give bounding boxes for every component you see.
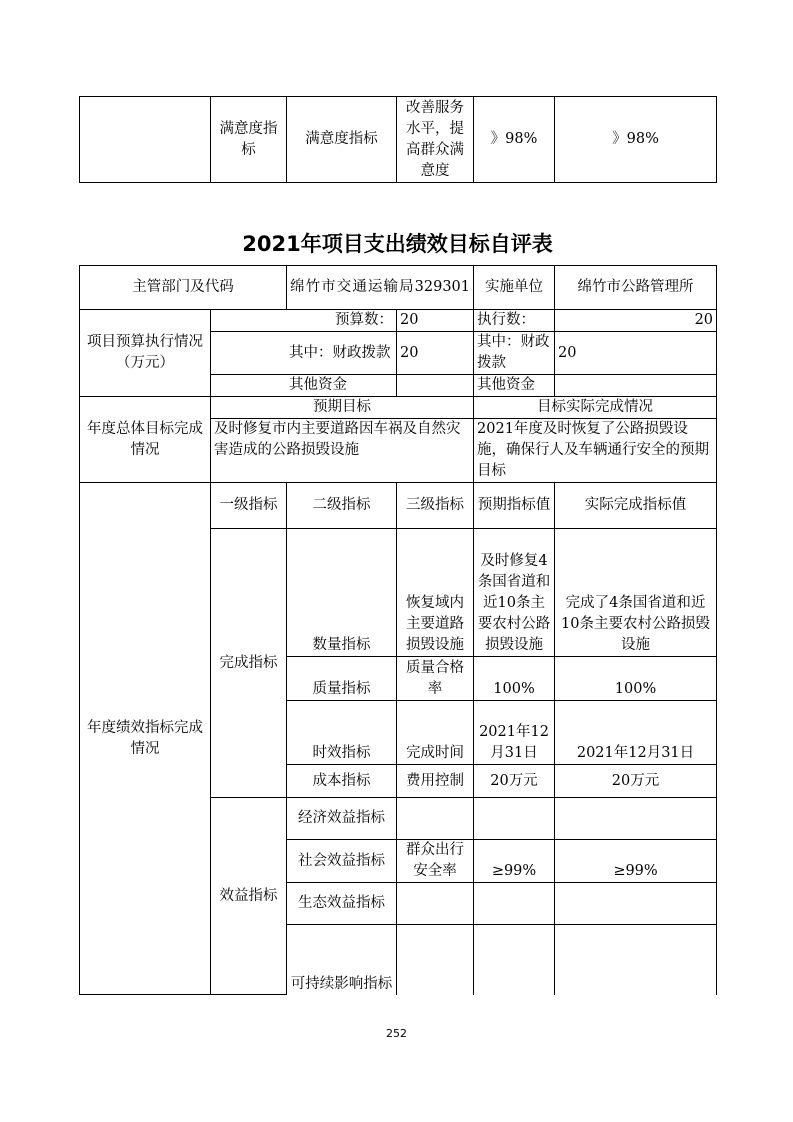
page-title: 2021年项目支出绩效目标自评表 [242, 232, 553, 256]
expected-value-cell [474, 883, 555, 925]
completion-indicator-label: 完成指标 [211, 529, 287, 798]
indicator-cell: 改善服务水平，提高群众满意度 [397, 97, 474, 183]
level3-cell: 满意度指标 [287, 97, 397, 183]
budget-row [80, 310, 717, 332]
actual-value-header: 实际完成指标值 [555, 483, 717, 529]
exec-amount-label: 执行数： [474, 310, 555, 332]
expected-value-cell [474, 798, 555, 840]
expected-value-header: 预期指标值 [474, 483, 555, 529]
actual-value-cell: ≥99% [555, 840, 717, 883]
continuation-table [79, 96, 717, 183]
expected-value-cell: 2021年12月31日 [474, 701, 555, 765]
actual-value-cell: 完成了4条国省道和近10条主要农村公路损毁设施 [555, 529, 717, 657]
actual-value-cell [555, 883, 717, 925]
level2-cell: 质量指标 [287, 657, 397, 701]
level1-header: 一级指标 [211, 483, 287, 529]
level2-cell: 经济效益指标 [287, 798, 397, 840]
expected-value-cell: 20万元 [474, 765, 555, 798]
evaluation-table [79, 265, 717, 995]
fiscal-label-text: 其中：财政拨款 [289, 344, 391, 361]
other-funds-budget [397, 375, 474, 397]
fiscal-exec-label: 其中：财政拨款 [474, 332, 555, 375]
level3-cell: 群众出行安全率 [397, 840, 474, 883]
expected-value-cell: ≥99% [474, 840, 555, 883]
actual-value-cell: 20万元 [555, 765, 717, 798]
level3-cell: 质量合格率 [397, 657, 474, 701]
fiscal-budget-value: 20 [397, 332, 474, 375]
expected-goal-text: 及时修复市内主要道路因车祸及自然灾害造成的公路损毁设施 [211, 419, 474, 483]
dept-value: 绵竹市交通运输局329301 [287, 266, 474, 310]
page-number: 252 [386, 1027, 407, 1040]
level2-cell: 社会效益指标 [287, 840, 397, 883]
indicator-header-row [80, 483, 717, 529]
level2-cell: 满意度指标 [211, 97, 287, 183]
expected-value-cell: 及时修复4条国省道和近10条主要农村公路损毁设施 [474, 529, 555, 657]
level2-cell: 可持续影响指标 [287, 925, 397, 995]
level3-cell [397, 925, 474, 995]
other-funds-label [211, 375, 397, 397]
expected-value-cell [474, 925, 555, 995]
actual-value-cell: 》98% [555, 97, 717, 183]
level1-cell [80, 97, 211, 183]
other-funds-label-text: 其他资金 [289, 377, 347, 393]
actual-value-cell [555, 798, 717, 840]
budget-amount-value: 20 [397, 310, 474, 332]
annual-goal-label: 年度总体目标完成情况 [80, 397, 211, 483]
budget-section-label: 项目预算执行情况（万元） [80, 310, 211, 397]
dept-label: 主管部门及代码 [80, 266, 287, 310]
actual-value-cell: 2021年12月31日 [555, 701, 717, 765]
header-row [80, 266, 717, 310]
budget-amount-label: 预算数： [211, 310, 397, 332]
actual-value-cell [555, 925, 717, 995]
actual-value-cell: 100% [555, 657, 717, 701]
actual-goal-text: 2021年度及时恢复了公路损毁设施，确保行人及车辆通行安全的预期目标 [474, 419, 717, 483]
actual-goal-header: 目标实际完成情况 [474, 397, 717, 419]
level3-cell: 完成时间 [397, 701, 474, 765]
benefit-indicator-label: 效益指标 [211, 798, 287, 995]
level2-cell: 成本指标 [287, 765, 397, 798]
level3-cell: 费用控制 [397, 765, 474, 798]
impl-unit-label: 实施单位 [474, 266, 555, 310]
table-row [80, 97, 717, 183]
fiscal-label [211, 332, 397, 375]
target-value-cell: 》98% [474, 97, 555, 183]
level3-cell [397, 883, 474, 925]
level2-cell: 时效指标 [287, 701, 397, 765]
impl-unit-value: 绵竹市公路管理所 [555, 266, 717, 310]
exec-amount-value: 20 [555, 310, 717, 332]
expected-goal-header: 预期目标 [211, 397, 474, 419]
level3-cell: 恢复域内主要道路损毁设施 [397, 529, 474, 657]
goal-header-row [80, 397, 717, 419]
performance-section-label: 年度绩效指标完成情况 [80, 483, 211, 995]
other-funds-exec-label: 其他资金 [474, 375, 555, 397]
expected-value-cell: 100% [474, 657, 555, 701]
level2-header: 二级指标 [287, 483, 397, 529]
level2-cell: 生态效益指标 [287, 883, 397, 925]
fiscal-exec-value: 20 [555, 332, 717, 375]
other-funds-exec [555, 375, 717, 397]
level3-header: 三级指标 [397, 483, 474, 529]
level2-cell: 数量指标 [287, 529, 397, 657]
level3-cell [397, 798, 474, 840]
